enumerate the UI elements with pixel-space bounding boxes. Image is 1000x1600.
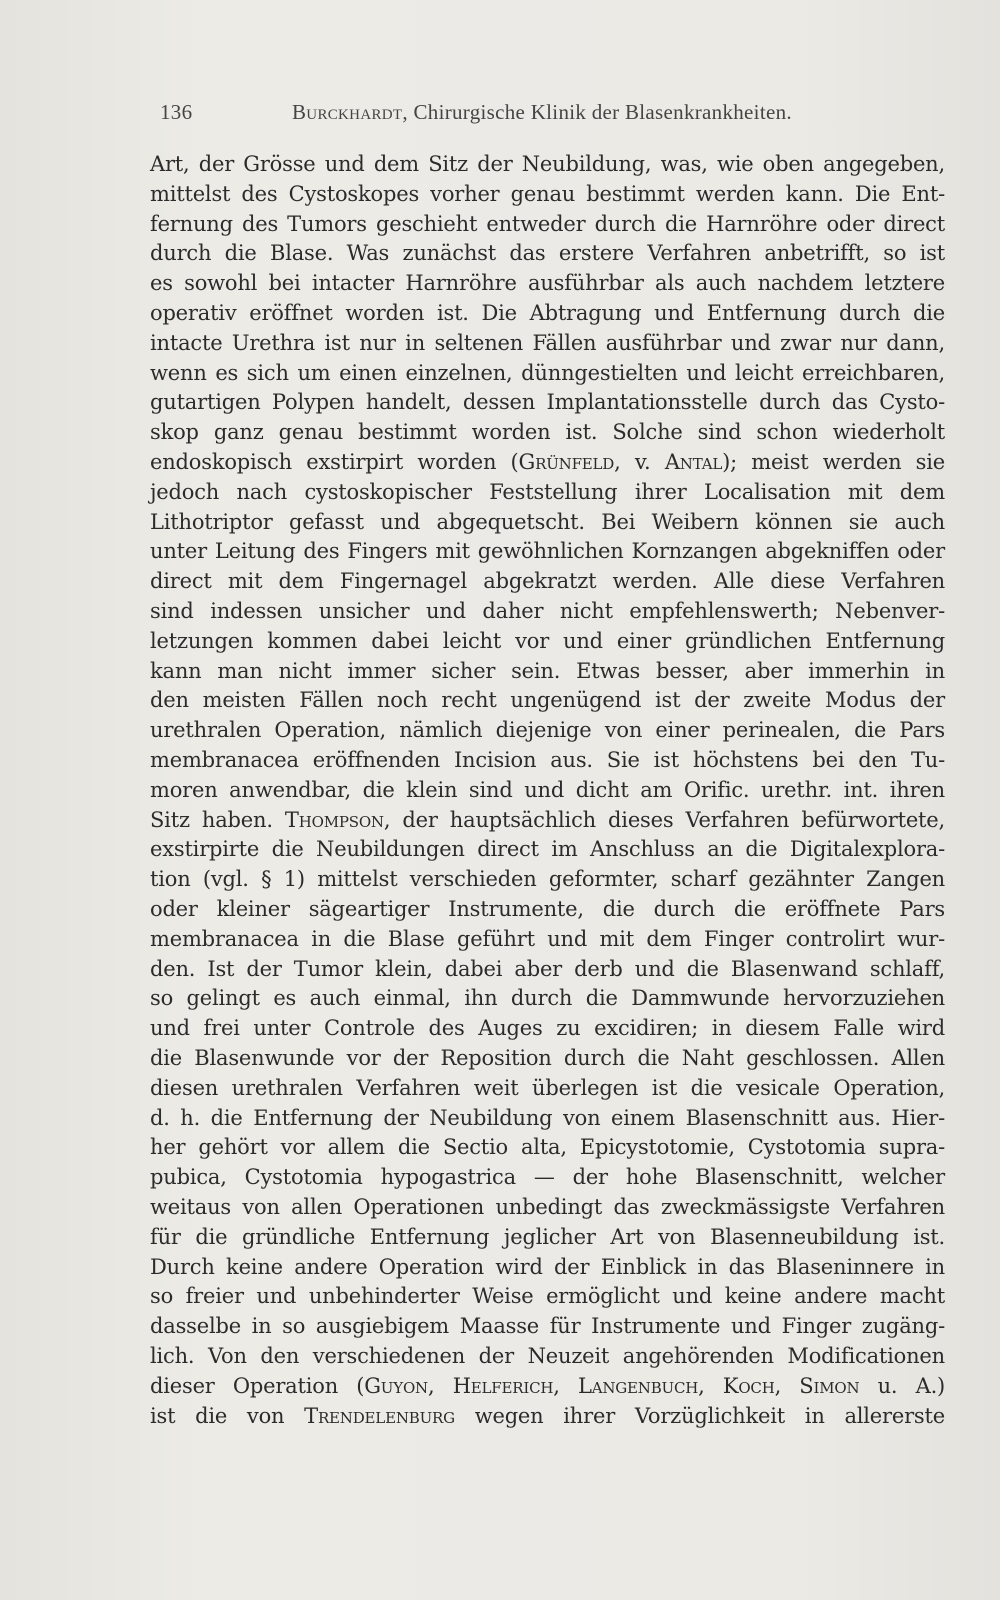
text-line: die Blasenwunde vor der Reposition durch die Naht geschlossen. Allen xyxy=(150,1046,945,1070)
text-line: moren anwendbar, die klein sind und dicht am Orific. urethr. int. ihren xyxy=(150,777,945,802)
text-line: Art, der Grösse und dem Sitz der Neubildung, was, wie oben angegeben, xyxy=(150,152,945,176)
text-line: für die gründliche Entfernung jeglicher Art von Blasenneubildung ist. xyxy=(150,1224,945,1249)
page-number: 136 xyxy=(160,100,193,124)
text-line: fernung des Tumors geschieht entweder durch die Harnröhre oder direct xyxy=(150,211,945,236)
text-line: urethralen Operation, nämlich diejenige von einer perinealen, die Pars xyxy=(150,718,945,743)
text-line: mittelst des Cystoskopes vorher genau bestimmt werden kann. Die Ent- xyxy=(150,181,945,206)
text-line: dieser Operation (Guyon, Helferich, Langenbuch, Koch, Simon u. A.) xyxy=(150,1373,946,1398)
text-line: weitaus von allen Operationen unbedingt das zweckmässigste Verfahren xyxy=(150,1195,945,1219)
text-line: so freier und unbehinderter Weise ermöglicht und keine andere macht xyxy=(150,1284,945,1309)
text-line: her gehört vor allem die Sectio alta, Epicystotomie, Cystotomia supra- xyxy=(150,1135,945,1160)
running-head xyxy=(160,100,940,130)
text-line: ist die von Trendelenburg wegen ihrer Vorzüglichkeit in allererste xyxy=(150,1403,945,1428)
text-line: exstirpirte die Neubildungen direct im Anschluss an die Digitalexplora- xyxy=(150,837,945,862)
text-line: und frei unter Controle des Auges zu excidiren; in diesem Falle wird xyxy=(150,1016,945,1041)
text-line: letzungen kommen dabei leicht vor und einer gründlichen Entfernung xyxy=(150,628,945,653)
text-line: sind indessen unsicher und daher nicht empfehlenswerth; Nebenver- xyxy=(150,599,945,623)
text-line: direct mit dem Fingernagel abgekratzt werden. Alle diese Verfahren xyxy=(150,569,945,594)
text-line: dasselbe in so ausgiebigem Maasse für Instrumente und Finger zugäng- xyxy=(150,1314,945,1339)
running-title: Burckhardt, Chirurgische Klinik der Blasenkrankheiten. xyxy=(292,100,792,124)
text-line: kann man nicht immer sicher sein. Etwas besser, aber immerhin in xyxy=(150,658,945,683)
text-line: lich. Von den verschiedenen der Neuzeit angehörenden Modificationen xyxy=(150,1344,945,1368)
text-line: Sitz haben. Thompson, der hauptsächlich dieses Verfahren befürwortete, xyxy=(150,807,945,832)
text-line: d. h. die Entfernung der Neubildung von einem Blasenschnitt aus. Hier- xyxy=(150,1105,945,1130)
text-line: tion (vgl. § 1) mittelst verschieden geformter, scharf gezähnter Zangen xyxy=(150,867,945,892)
text-line: jedoch nach cystoskopischer Feststellung ihrer Localisation mit dem xyxy=(150,479,945,504)
text-line: den. Ist der Tumor klein, dabei aber derb und die Blasenwand schlaff, xyxy=(150,956,945,981)
text-line: es sowohl bei intacter Harnröhre ausführbar als auch nachdem letztere xyxy=(150,271,945,296)
text-line: gutartigen Polypen handelt, dessen Implantationsstelle durch das Cysto- xyxy=(150,390,945,415)
text-line: membranacea eröffnenden Incision aus. Sie ist höchstens bei den Tu- xyxy=(150,748,945,772)
text-line: operativ eröffnet worden ist. Die Abtragung und Entfernung durch die xyxy=(150,301,945,325)
text-line: den meisten Fällen noch recht ungenügend ist der zweite Modus der xyxy=(150,688,945,713)
text-line: so gelingt es auch einmal, ihn durch die Dammwunde hervorzuziehen xyxy=(150,986,945,1011)
text-line: diesen urethralen Verfahren weit überlegen ist die vesicale Operation, xyxy=(150,1075,945,1100)
text-line: oder kleiner sägeartiger Instrumente, die durch die eröffnete Pars xyxy=(150,897,945,921)
text-line: wenn es sich um einen einzelnen, dünngestielten und leicht erreichbaren, xyxy=(150,360,945,385)
text-line: membranacea in die Blase geführt und mit dem Finger controlirt wur- xyxy=(150,926,945,951)
text-line: endoskopisch exstirpirt worden (Grünfeld, v. Antal); meist werden sie xyxy=(150,450,946,474)
text-line: durch die Blase. Was zunächst das erstere Verfahren anbetrifft, so ist xyxy=(150,241,945,266)
text-line: pubica, Cystotomia hypogastrica — der hohe Blasenschnitt, welcher xyxy=(150,1165,945,1190)
text-line: unter Leitung des Fingers mit gewöhnlichen Kornzangen abgekniffen oder xyxy=(150,539,945,564)
text-line: skop ganz genau bestimmt worden ist. Solche sind schon wiederholt xyxy=(150,420,945,445)
text-line: Lithotriptor gefasst und abgequetscht. Bei Weibern können sie auch xyxy=(150,509,945,534)
text-line: Durch keine andere Operation wird der Einblick in das Blaseninnere in xyxy=(150,1254,945,1279)
text-line: intacte Urethra ist nur in seltenen Fällen ausführbar und zwar nur dann, xyxy=(150,330,945,355)
